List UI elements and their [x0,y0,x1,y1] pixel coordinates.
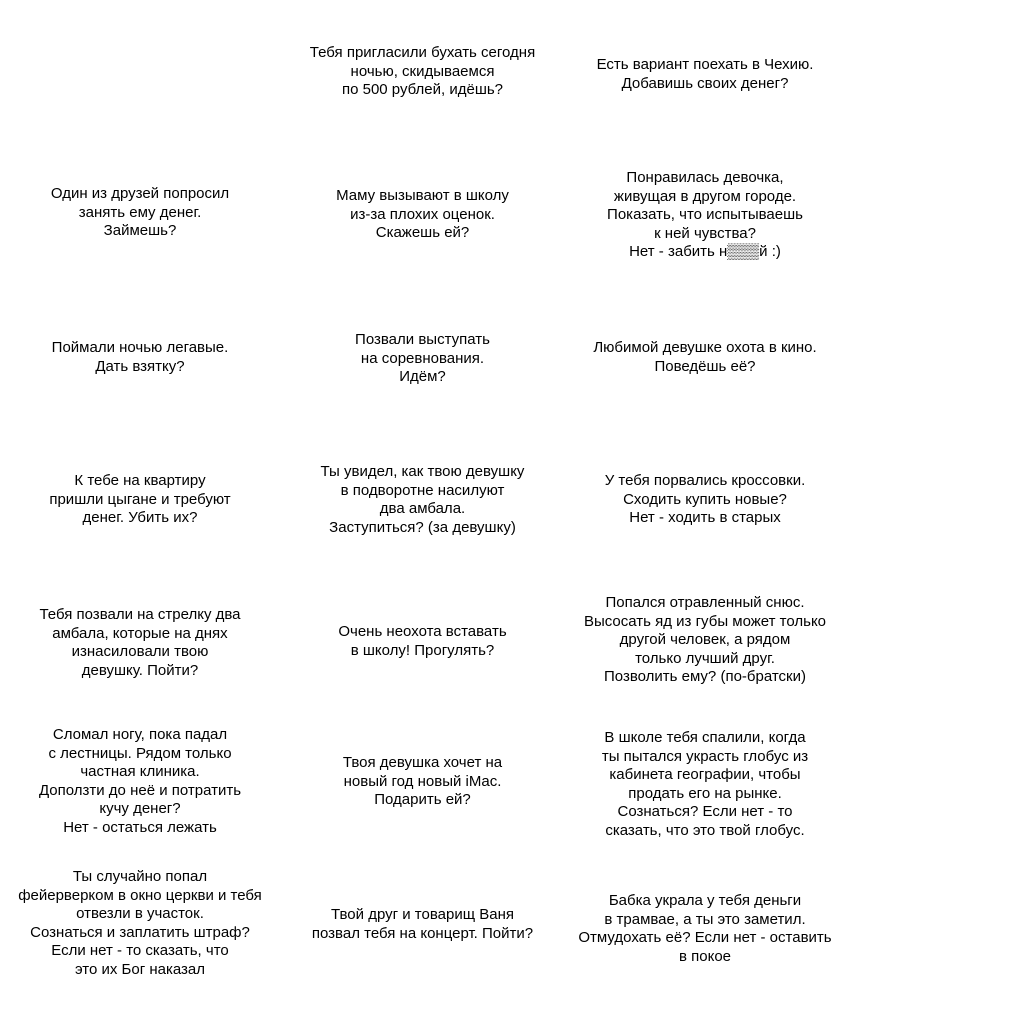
card-r3c2: Позвали выступать на соревнования. Идём? [355,331,490,385]
card-r2c3: Понравилась девочка, живущая в другом городе. Показать, что испытываешь к ней чувства? Нет - забить н▒▒▒й :) [607,169,803,260]
card-r2c2: Маму вызывают в школу из-за плохих оценок. Скажешь ей? [336,187,509,241]
card-r4c3: У тебя порвались кроссовки. Сходить купить новые? Нет - ходить в старых [604,472,806,526]
card-r4c2: Ты увидел, как твою девушку в подворотне насилуют два амбала. Заступиться? (за девушку) [320,463,525,536]
card-r1c2: Тебя пригласили бухать сегодня ночью, скидываемся по 500 рублей, идёшь? [309,44,536,98]
card-r7c2: Твой друг и товарищ Ваня позвал тебя на концерт. Пойти? [311,906,534,942]
card-r3c3: Любимой девушке охота в кино. Поведёшь её? [593,339,817,375]
card-r7c1: Ты случайно попал фейерверком в окно церкви и тебя отвезли в участок. Сознаться и заплатить штраф? Если нет - то сказать, что это их Бог наказал [18,868,262,978]
card-r5c3: Попался отравленный снюс. Высосать яд из губы может только другой человек, а рядом только лучший друг. Позволить ему? (по-братски) [583,594,827,685]
card-r3c1: Поймали ночью легавые. Дать взятку? [51,339,229,375]
card-r6c1: Сломал ногу, пока падал с лестницы. Рядом только частная клиника. Доползти до неё и потратить кучу денег? Нет - остаться лежать [38,726,242,836]
card-r5c1: Тебя позвали на стрелку два амбала, которые на днях изнасиловали твою девушку. Пойти? [39,606,241,679]
card-r1c3: Есть вариант поехать в Чехию. Добавишь своих денег? [596,56,814,92]
card-r6c3: В школе тебя спалили, когда ты пытался украсть глобус из кабинета географии, чтобы продать его на рынке. Сознаться? Если нет - то сказать, что это твой глобус. [601,729,809,839]
card-r5c2: Очень неохота вставать в школу! Прогулять? [338,623,507,659]
card-r2c1: Один из друзей попросил занять ему денег. Займешь? [50,185,230,239]
card-r6c2: Твоя девушка хочет на новый год новый iMac. Подарить ей? [342,754,503,808]
card-r4c1: К тебе на квартиру пришли цыгане и требуют денег. Убить их? [49,472,231,526]
card-r7c3: Бабка украла у тебя деньги в трамвае, а ты это заметил. Отмудохать её? Если нет - оставить в покое [578,892,832,965]
